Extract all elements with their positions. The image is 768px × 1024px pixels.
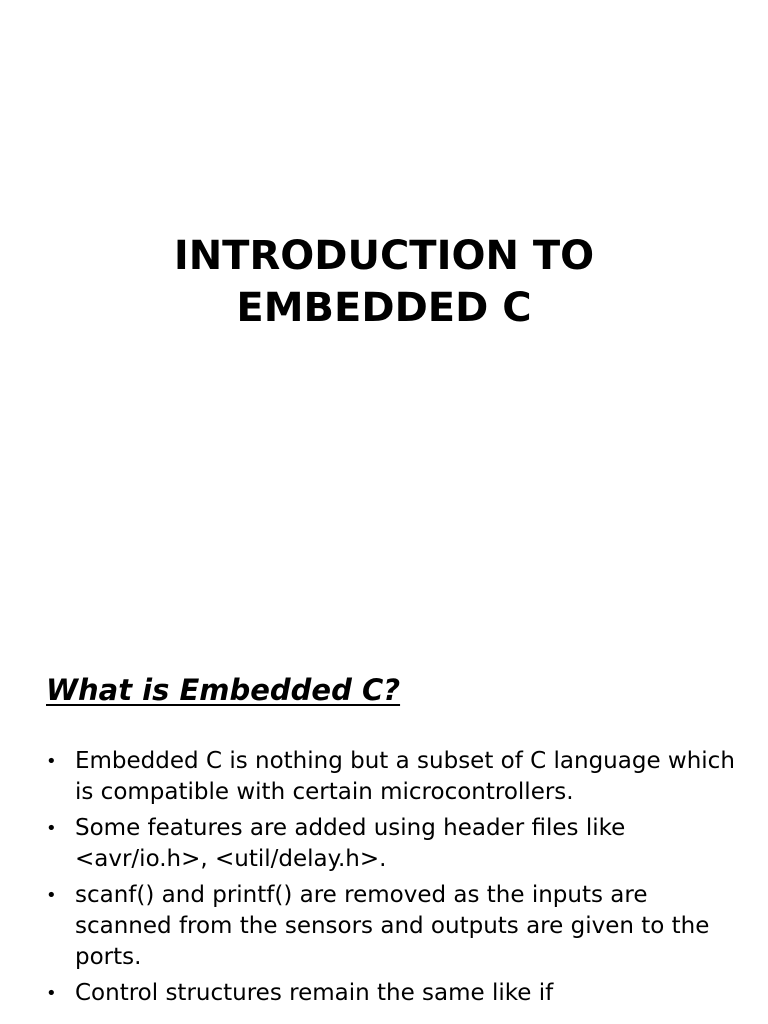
- bullet-text-4: Control structures remain the same like if: [75, 980, 554, 1006]
- bullet-item-1: [46, 746, 736, 808]
- bullet-dot-icon: •: [46, 818, 57, 839]
- section-heading: What is Embedded C?: [46, 673, 401, 707]
- bullet-dot-icon: •: [46, 751, 57, 772]
- bullet-list: [46, 746, 736, 1014]
- bullet-text-3: scanf() and printf() are removed as the inputs are scanned from the sensors and outputs are given to the ports.: [75, 882, 710, 970]
- bullet-text-2: Some features are added using header files like <avr/io.h>, <util/delay.h>.: [75, 815, 626, 872]
- bullet-dot-icon: •: [46, 983, 57, 1004]
- bullet-text-1: Embedded C is nothing but a subset of C language which is compatible with certain microcontrollers.: [75, 748, 735, 805]
- slide-title-line-2: EMBEDDED C: [236, 285, 532, 331]
- bullet-item-4: [46, 978, 736, 1009]
- bullet-dot-icon: •: [46, 885, 57, 906]
- slide-title-line-1: INTRODUCTION TO: [173, 233, 595, 279]
- bullet-item-2: [46, 813, 736, 875]
- slide-title: [0, 230, 768, 334]
- bullet-item-3: [46, 880, 736, 973]
